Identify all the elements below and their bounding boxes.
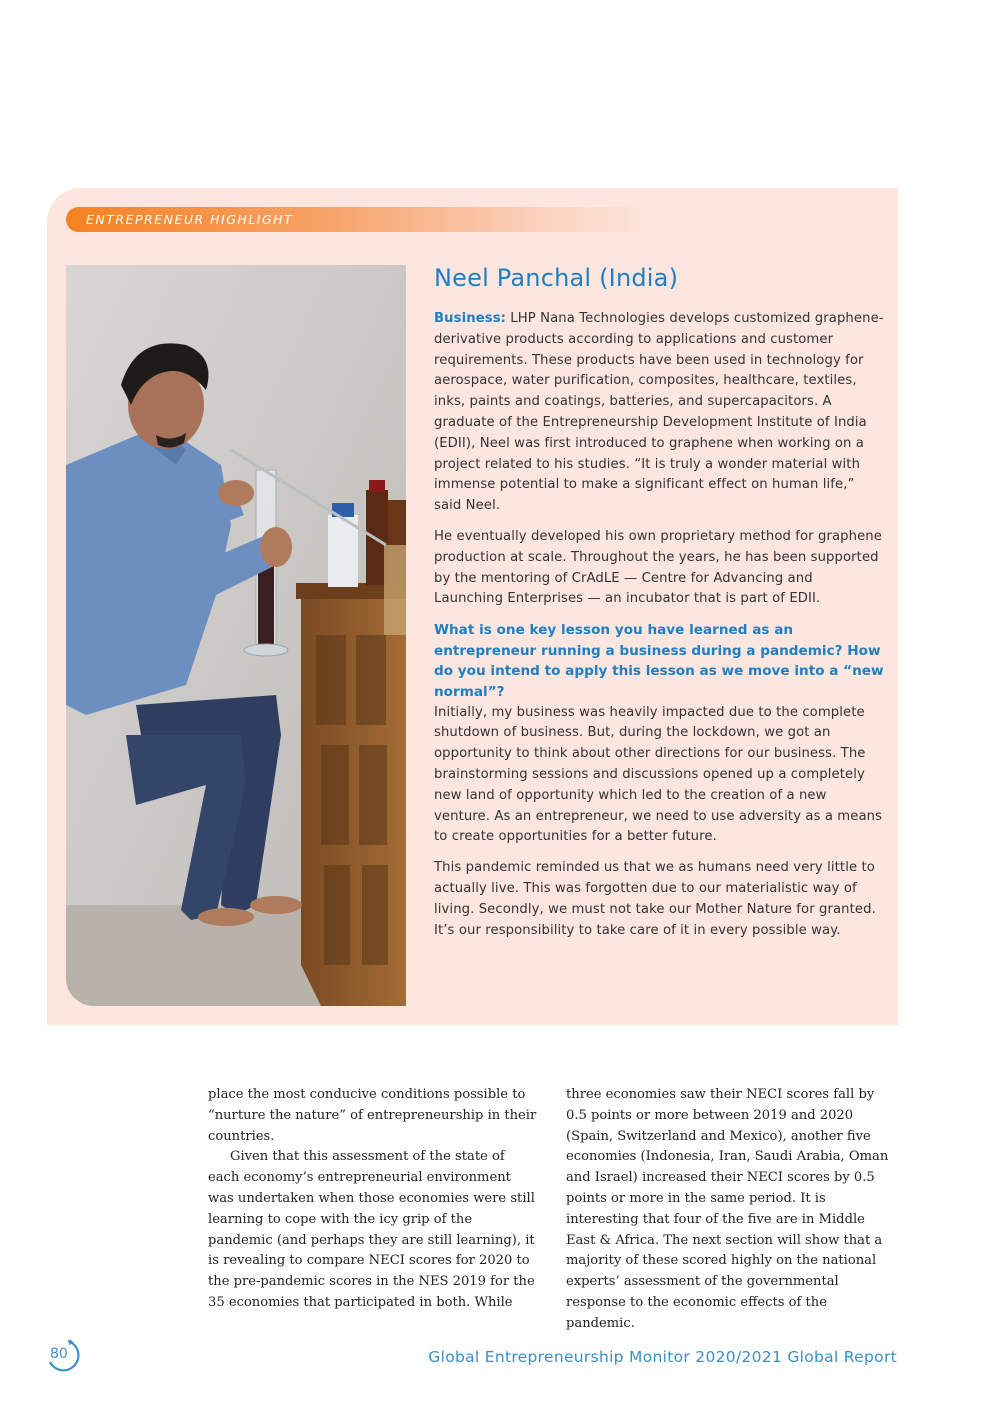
photo-illustration — [66, 265, 406, 1006]
business-label: Business: — [434, 311, 507, 326]
interview-question: What is one key lesson you have learned as an entrepreneur running a business during a pandemic? How do you intend to apply this lesson as we move into a “new normal”? — [434, 622, 884, 700]
body-column-left — [208, 1085, 538, 1314]
body-column-right — [566, 1085, 896, 1335]
highlight-text-column — [434, 264, 884, 951]
banner-label: ENTREPRENEUR HIGHLIGHT — [86, 212, 294, 227]
report-title: Global Entrepreneurship Monitor 2020/2021 Global Report — [428, 1348, 897, 1366]
business-text: LHP Nana Technologies develops customized graphene-derivative products according to applications and customer requirements. These products have been used in technology for aerospace, water purification, composites, healthcare, textiles, inks, paints and coatings, batteries, and supercapacitors. A graduate of the Entrepreneurship Development Institute of India (EDII), Neel was first introduced to graphene when working on a project related to his studies. “It is truly a wonder material with immense potential to make a significant effect on human life,” said Neel. — [434, 311, 884, 514]
background-paragraph: He eventually developed his own proprietary method for graphene production at scale. Throughout the years, he has been supported by the mentoring of CrAdLE — Centre for Advancing and Launching Enterprises — an incubator that is part of EDII. — [434, 528, 882, 607]
highlight-banner — [66, 207, 656, 232]
page-number-badge — [46, 1338, 84, 1372]
entrepreneur-photo — [66, 265, 406, 1006]
body-right-paragraph-1: three economies saw their NECI scores fall by 0.5 points or more between 2019 and 2020 (Spain, Switzerland and Mexico), another five economies (Indonesia, Iran, Saudi Arabia, Oman and Israel) increased their NECI scores by 0.5 points or more in the same period. It is interesting that four of the five are in Middle East & Africa. The next section will show that a majority of these scored highly on the national experts’ assessment of the governmental response to the economic effects of the pandemic. — [566, 1087, 889, 1331]
page-number: 80 — [50, 1346, 68, 1362]
answer-paragraph-1: Initially, my business was heavily impacted due to the complete shutdown of business. But, during the lockdown, we got an opportunity to think about other directions for our business. The brainstorming sessions and discussions opened up a completely new land of opportunity which led to the creation of a new venture. As an entrepreneur, we need to use adversity as a means to create opportunities for a better future. — [434, 704, 883, 845]
entrepreneur-name: Neel Panchal (India) — [434, 264, 679, 292]
answer-paragraph-2: This pandemic reminded us that we as humans need very little to actually live. This was forgotten due to our materialistic way of living. Secondly, we must not take our Mother Nature for granted. It’s our responsibility to take care of it in every possible way. — [434, 860, 876, 938]
body-left-paragraph-1: place the most conducive conditions possible to “nurture the nature” of entrepreneurship in their countries. — [208, 1087, 537, 1144]
body-left-paragraph-2: Given that this assessment of the state of each economy’s entrepreneurial environment was undertaken when those economies were still learning to cope with the icy grip of the pandemic (and perhaps they are still learning), it is revealing to compare NECI scores for 2020 to the pre-pandemic scores in the NES 2019 for the 35 economies that participated in both. While — [208, 1149, 535, 1310]
business-paragraph — [434, 309, 884, 517]
